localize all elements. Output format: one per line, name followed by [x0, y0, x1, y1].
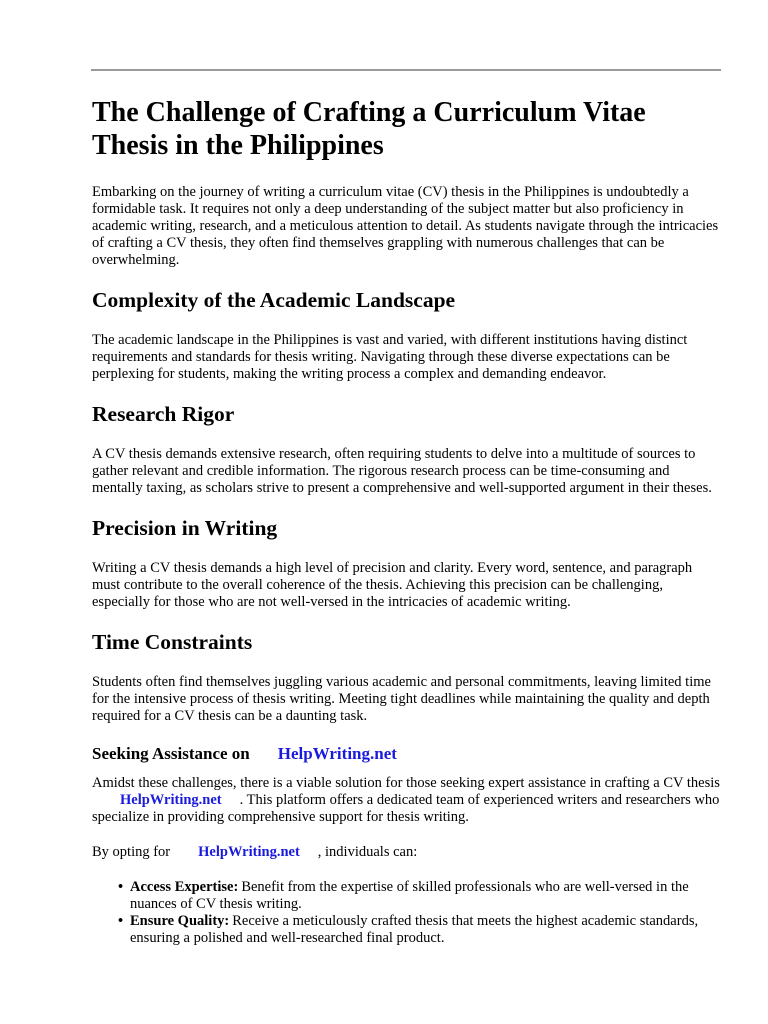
- assistance-heading-text: Seeking Assistance on: [92, 744, 250, 763]
- benefits-list: [92, 879, 722, 947]
- assistance-text-before: Amidst these challenges, there is a viable solution for those seeking expert assistance in crafting a CV thesis: [92, 775, 720, 791]
- list-item: [118, 879, 722, 913]
- assistance-paragraph: [92, 775, 722, 826]
- section-body-research: A CV thesis demands extensive research, often requiring students to delve into a multitude of sources to gather relevant and credible information. The rigorous research process can be time-consuming and mentally taxing, as scholars strive to present a comprehensive and well-supported argument in their theses.: [92, 446, 712, 496]
- intro-paragraph: Embarking on the journey of writing a curriculum vitae (CV) thesis in the Philippines is undoubtedly a formidable task. It requires not only a deep understanding of the subject matter but also proficiency in academic writing, research, and a meticulous attention to detail. As students navigate through the intricacies of crafting a CV thesis, they often find themselves grappling with numerous challenges that can be overwhelming.: [92, 184, 719, 268]
- document-body: [92, 96, 722, 947]
- assistance-heading: [92, 743, 722, 765]
- list-item-term: Access Expertise:: [130, 879, 239, 895]
- bullet-icon: •: [118, 913, 124, 929]
- section-heading-precision: Precision in Writing: [92, 516, 278, 540]
- list-item-text: Benefit from the expertise of skilled professionals who are well-versed in the nuances of CV thesis writing.: [130, 879, 689, 912]
- section-heading-complexity: Complexity of the Academic Landscape: [92, 288, 456, 312]
- section-heading-research: Research Rigor: [92, 402, 235, 426]
- opting-text-after: , individuals can:: [317, 844, 418, 860]
- helpwriting-link-inline[interactable]: HelpWriting.net: [120, 792, 222, 808]
- helpwriting-link-heading[interactable]: HelpWriting.net: [277, 744, 397, 763]
- list-item-term: Ensure Quality:: [130, 913, 230, 929]
- list-item-text: Receive a meticulously crafted thesis that meets the highest academic standards, ensuring a polished and well-researched final product.: [130, 913, 699, 946]
- opting-paragraph: [92, 844, 722, 861]
- top-divider: [91, 69, 721, 71]
- section-body-complexity: The academic landscape in the Philippines is vast and varied, with different institutions having distinct requirements and standards for thesis writing. Navigating through these diverse expectations can be perplexing for students, making the writing process a complex and demanding endeavor.: [92, 332, 688, 382]
- section-body-precision: Writing a CV thesis demands a high level of precision and clarity. Every word, sentence, and paragraph must contribute to the overall coherence of the thesis. Achieving this precision can be challenging, especially for those who are not well-versed in the intricacies of academic writing.: [92, 560, 693, 610]
- section-body-time: Students often find themselves juggling various academic and personal commitments, leaving limited time for the intensive process of thesis writing. Meeting tight deadlines while maintaining the quality and depth required for a CV thesis can be a daunting task.: [92, 674, 711, 724]
- helpwriting-link-opting[interactable]: HelpWriting.net: [198, 844, 300, 860]
- list-item: [118, 913, 722, 947]
- bullet-icon: •: [118, 879, 124, 895]
- opting-text-before: By opting for: [92, 844, 171, 860]
- page-title: The Challenge of Crafting a Curriculum Vitae Thesis in the Philippines: [92, 97, 646, 161]
- section-heading-time: Time Constraints: [92, 630, 253, 654]
- assistance-text-after: . This platform offers a dedicated team of experienced writers and researchers who specialize in providing comprehensive support for thesis writing.: [92, 792, 720, 825]
